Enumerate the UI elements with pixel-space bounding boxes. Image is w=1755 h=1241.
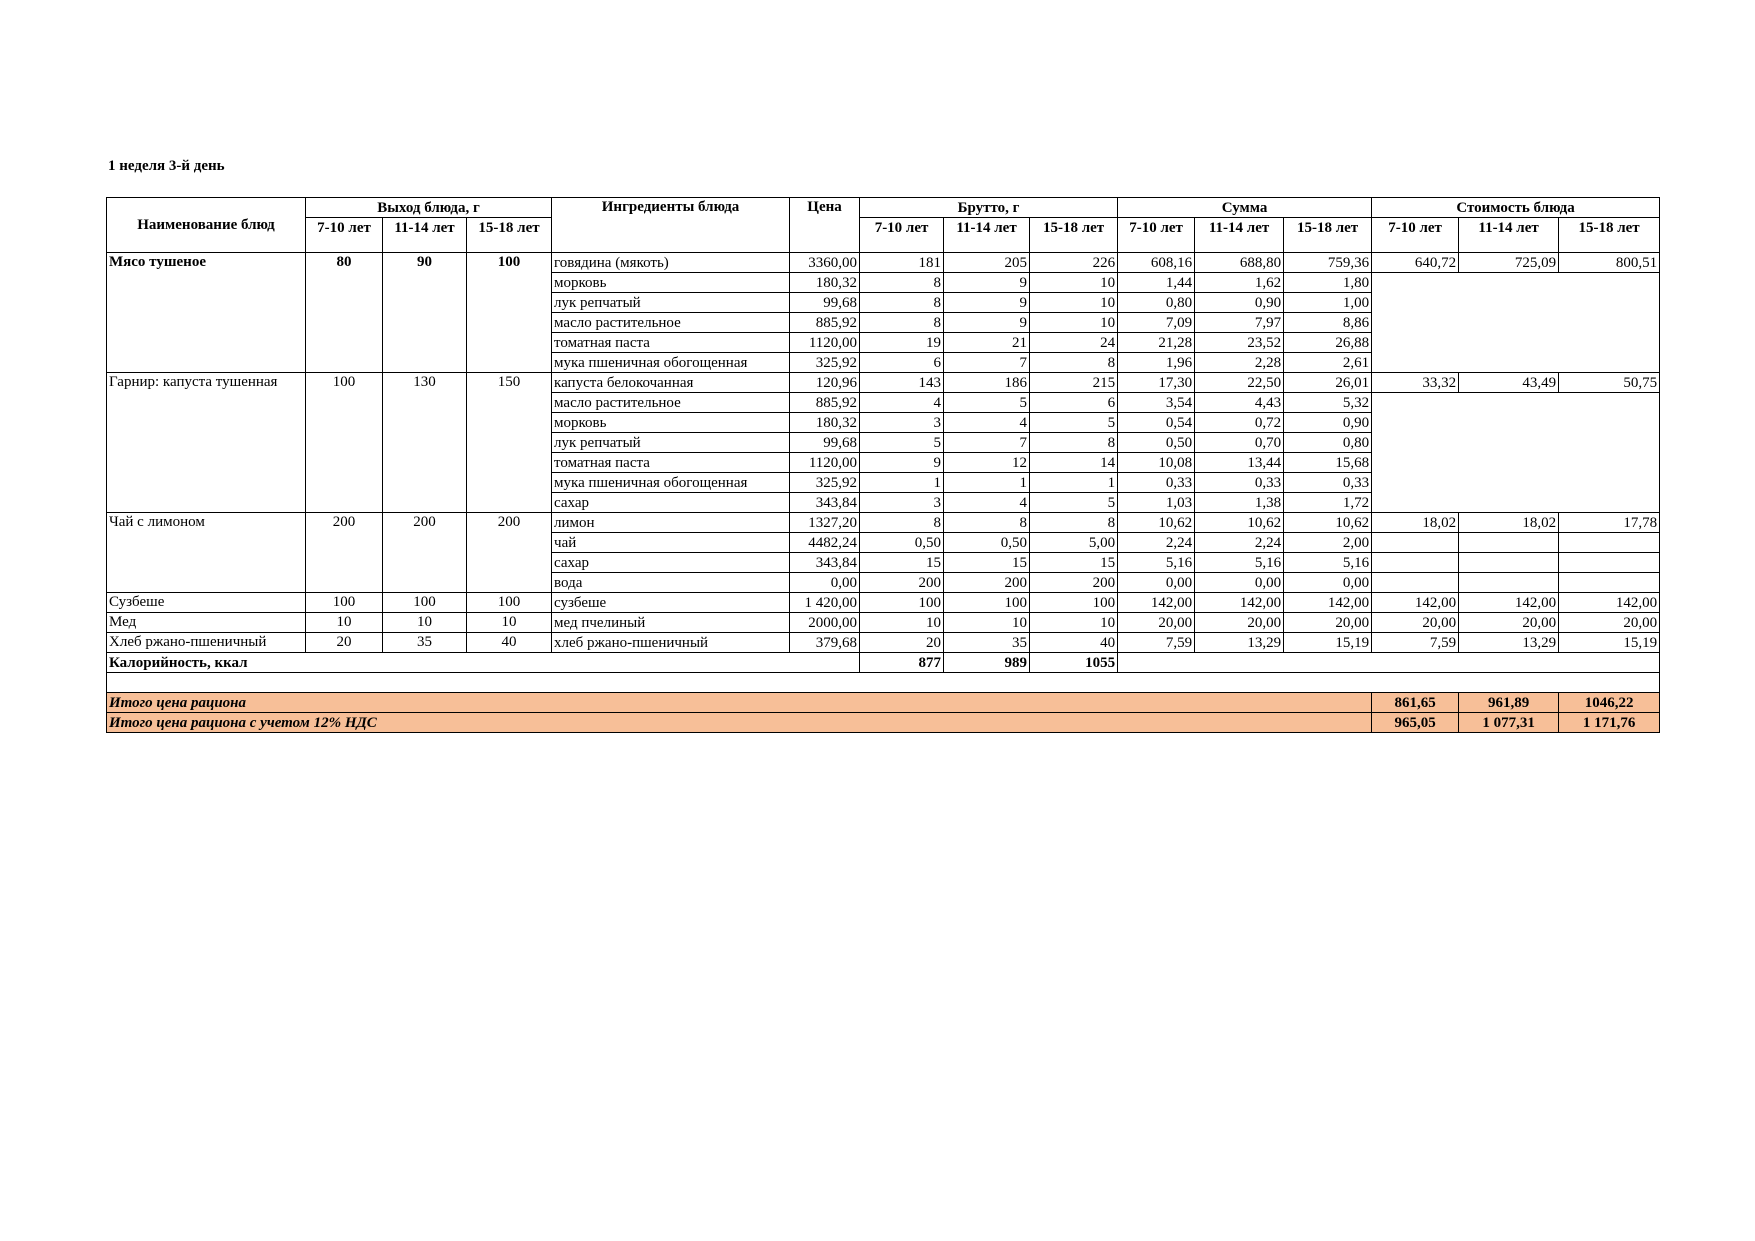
header-gross-age: 11-14 лет <box>944 218 1030 253</box>
header-dish-cost: Стоимость блюда <box>1372 198 1660 218</box>
dish-yield: 35 <box>383 633 467 653</box>
ingredient-gross: 5 <box>1030 413 1118 433</box>
ingredient-sum: 20,00 <box>1195 613 1284 633</box>
ingredient-name: сузбеше <box>552 593 790 613</box>
ingredient-sum: 2,24 <box>1195 533 1284 553</box>
ingredient-name: лимон <box>552 513 790 533</box>
ingredient-sum: 0,72 <box>1195 413 1284 433</box>
ingredient-sum: 21,28 <box>1118 333 1195 353</box>
ingredient-gross: 35 <box>944 633 1030 653</box>
dish-cost-empty <box>1372 533 1459 553</box>
dish-cost-empty <box>1559 553 1660 573</box>
ingredient-sum: 8,86 <box>1284 313 1372 333</box>
header-row-ages <box>107 218 1660 253</box>
calories-empty <box>1118 653 1660 673</box>
dish-cost-empty <box>1372 553 1459 573</box>
header-yield-age: 11-14 лет <box>383 218 467 253</box>
ingredient-sum: 1,38 <box>1195 493 1284 513</box>
dish-name: Сузбеше <box>107 593 306 613</box>
dish-yield: 100 <box>306 373 383 513</box>
ingredient-gross: 40 <box>1030 633 1118 653</box>
total-value: 961,89 <box>1459 693 1559 713</box>
dish-cost-empty <box>1372 573 1459 593</box>
ingredient-gross: 8 <box>1030 433 1118 453</box>
ingredient-price: 1120,00 <box>790 333 860 353</box>
ingredient-gross: 15 <box>860 553 944 573</box>
dish-cost-empty <box>1372 393 1660 513</box>
ingredient-gross: 1 <box>944 473 1030 493</box>
ingredient-sum: 608,16 <box>1118 253 1195 273</box>
header-cost-age: 7-10 лет <box>1372 218 1459 253</box>
header-sum-age: 7-10 лет <box>1118 218 1195 253</box>
ingredient-price: 885,92 <box>790 393 860 413</box>
ingredient-sum: 13,44 <box>1195 453 1284 473</box>
ingredient-sum: 2,00 <box>1284 533 1372 553</box>
ingredient-sum: 1,03 <box>1118 493 1195 513</box>
ingredient-gross: 5 <box>944 393 1030 413</box>
ingredient-gross: 0,50 <box>944 533 1030 553</box>
header-row-main <box>107 198 1660 218</box>
ingredient-name: хлеб ржано-пшеничный <box>552 633 790 653</box>
ingredient-gross: 1 <box>860 473 944 493</box>
ingredient-gross: 100 <box>944 593 1030 613</box>
ingredient-sum: 1,62 <box>1195 273 1284 293</box>
ingredient-sum: 1,00 <box>1284 293 1372 313</box>
header-gross-age: 7-10 лет <box>860 218 944 253</box>
ingredient-gross: 9 <box>944 313 1030 333</box>
calories-label: Калорийность, ккал <box>107 653 860 673</box>
ingredient-gross: 5 <box>1030 493 1118 513</box>
dish-yield: 80 <box>306 253 383 373</box>
ingredient-price: 180,32 <box>790 413 860 433</box>
ingredient-sum: 688,80 <box>1195 253 1284 273</box>
total-vat-value: 1 077,31 <box>1459 713 1559 733</box>
dish-cost: 20,00 <box>1372 613 1459 633</box>
dish-yield: 130 <box>383 373 467 513</box>
dish-yield: 100 <box>467 593 552 613</box>
ingredient-gross: 19 <box>860 333 944 353</box>
dish-cost: 20,00 <box>1559 613 1660 633</box>
ingredient-row <box>107 253 1660 273</box>
calories-value: 1055 <box>1030 653 1118 673</box>
total-vat-row <box>107 713 1660 733</box>
ingredient-gross: 9 <box>860 453 944 473</box>
ingredient-sum: 7,59 <box>1118 633 1195 653</box>
ingredient-gross: 8 <box>1030 513 1118 533</box>
ingredient-gross: 200 <box>1030 573 1118 593</box>
ingredient-sum: 2,24 <box>1118 533 1195 553</box>
ingredient-gross: 14 <box>1030 453 1118 473</box>
dish-cost: 18,02 <box>1459 513 1559 533</box>
ingredient-sum: 4,43 <box>1195 393 1284 413</box>
dish-yield: 150 <box>467 373 552 513</box>
ingredient-sum: 0,00 <box>1118 573 1195 593</box>
dish-cost: 17,78 <box>1559 513 1660 533</box>
total-value: 861,65 <box>1372 693 1459 713</box>
ingredient-sum: 22,50 <box>1195 373 1284 393</box>
ingredient-gross: 215 <box>1030 373 1118 393</box>
ingredient-gross: 8 <box>860 293 944 313</box>
ingredient-gross: 6 <box>1030 393 1118 413</box>
dish-yield: 100 <box>467 253 552 373</box>
dish-cost: 15,19 <box>1559 633 1660 653</box>
ingredient-row <box>107 593 1660 613</box>
ingredient-name: говядина (мякоть) <box>552 253 790 273</box>
total-value: 1046,22 <box>1559 693 1660 713</box>
ingredient-gross: 8 <box>1030 353 1118 373</box>
dish-yield: 10 <box>306 613 383 633</box>
ingredient-name: сахар <box>552 553 790 573</box>
ingredient-name: лук репчатый <box>552 293 790 313</box>
ingredient-gross: 8 <box>860 513 944 533</box>
ingredient-gross: 4 <box>944 493 1030 513</box>
ingredient-sum: 13,29 <box>1195 633 1284 653</box>
header-ingredients: Ингредиенты блюда <box>552 198 790 253</box>
dish-cost: 142,00 <box>1459 593 1559 613</box>
dish-yield: 200 <box>383 513 467 593</box>
ingredient-name: томатная паста <box>552 333 790 353</box>
ingredient-price: 4482,24 <box>790 533 860 553</box>
page-title: 1 неделя 3-й день <box>108 158 225 174</box>
ingredient-sum: 23,52 <box>1195 333 1284 353</box>
ingredient-sum: 1,44 <box>1118 273 1195 293</box>
ingredient-sum: 5,16 <box>1118 553 1195 573</box>
ingredient-gross: 12 <box>944 453 1030 473</box>
ingredient-name: томатная паста <box>552 453 790 473</box>
ingredient-gross: 10 <box>944 613 1030 633</box>
ingredient-sum: 0,50 <box>1118 433 1195 453</box>
ingredient-gross: 205 <box>944 253 1030 273</box>
dish-cost: 7,59 <box>1372 633 1459 653</box>
ingredient-name: мед пчелиный <box>552 613 790 633</box>
ingredient-sum: 1,80 <box>1284 273 1372 293</box>
ingredient-sum: 26,01 <box>1284 373 1372 393</box>
ingredient-sum: 0,00 <box>1195 573 1284 593</box>
ingredient-gross: 100 <box>860 593 944 613</box>
ingredient-sum: 2,28 <box>1195 353 1284 373</box>
menu-body <box>107 253 1660 653</box>
dish-cost: 33,32 <box>1372 373 1459 393</box>
header-price: Цена <box>790 198 860 253</box>
ingredient-gross: 3 <box>860 413 944 433</box>
ingredient-price: 2000,00 <box>790 613 860 633</box>
ingredient-sum: 0,33 <box>1284 473 1372 493</box>
calories-value: 877 <box>860 653 944 673</box>
dish-cost: 43,49 <box>1459 373 1559 393</box>
dish-cost: 725,09 <box>1459 253 1559 273</box>
ingredient-name: морковь <box>552 413 790 433</box>
ingredient-name: лук репчатый <box>552 433 790 453</box>
dish-name: Мед <box>107 613 306 633</box>
ingredient-name: сахар <box>552 493 790 513</box>
ingredient-gross: 226 <box>1030 253 1118 273</box>
ingredient-sum: 17,30 <box>1118 373 1195 393</box>
dish-cost-empty <box>1459 553 1559 573</box>
ingredient-sum: 20,00 <box>1284 613 1372 633</box>
ingredient-gross: 10 <box>1030 273 1118 293</box>
ingredient-name: мука пшеничная обогощенная <box>552 353 790 373</box>
dish-cost: 640,72 <box>1372 253 1459 273</box>
ingredient-sum: 142,00 <box>1284 593 1372 613</box>
ingredient-gross: 15 <box>944 553 1030 573</box>
ingredient-gross: 4 <box>860 393 944 413</box>
dish-cost: 20,00 <box>1459 613 1559 633</box>
dish-cost-empty <box>1372 273 1660 373</box>
ingredient-price: 885,92 <box>790 313 860 333</box>
ingredient-gross: 7 <box>944 433 1030 453</box>
ingredient-sum: 142,00 <box>1195 593 1284 613</box>
ingredient-sum: 20,00 <box>1118 613 1195 633</box>
spacer-row <box>107 673 1660 693</box>
ingredient-price: 325,92 <box>790 473 860 493</box>
ingredient-sum: 0,80 <box>1284 433 1372 453</box>
ingredient-name: чай <box>552 533 790 553</box>
ingredient-sum: 759,36 <box>1284 253 1372 273</box>
ingredient-gross: 5 <box>860 433 944 453</box>
ingredient-gross: 6 <box>860 353 944 373</box>
ingredient-gross: 8 <box>860 313 944 333</box>
ingredient-sum: 0,70 <box>1195 433 1284 453</box>
header-yield-age: 7-10 лет <box>306 218 383 253</box>
header-sum-age: 11-14 лет <box>1195 218 1284 253</box>
total-label: Итого цена рациона <box>107 693 1372 713</box>
ingredient-sum: 0,90 <box>1195 293 1284 313</box>
ingredient-price: 99,68 <box>790 293 860 313</box>
ingredient-gross: 200 <box>944 573 1030 593</box>
header-sum-age: 15-18 лет <box>1284 218 1372 253</box>
header-yield-age: 15-18 лет <box>467 218 552 253</box>
dish-cost: 142,00 <box>1559 593 1660 613</box>
ingredient-sum: 0,33 <box>1118 473 1195 493</box>
ingredient-gross: 1 <box>1030 473 1118 493</box>
dish-cost-empty <box>1559 573 1660 593</box>
ingredient-sum: 7,09 <box>1118 313 1195 333</box>
ingredient-row <box>107 373 1660 393</box>
dish-cost: 142,00 <box>1372 593 1459 613</box>
ingredient-sum: 15,19 <box>1284 633 1372 653</box>
ingredient-gross: 9 <box>944 273 1030 293</box>
dish-name: Хлеб ржано-пшеничный <box>107 633 306 653</box>
calories-row <box>107 653 1660 673</box>
ingredient-price: 99,68 <box>790 433 860 453</box>
ingredient-gross: 5,00 <box>1030 533 1118 553</box>
ingredient-price: 1 420,00 <box>790 593 860 613</box>
ingredient-sum: 0,90 <box>1284 413 1372 433</box>
dish-yield: 20 <box>306 633 383 653</box>
ingredient-sum: 0,80 <box>1118 293 1195 313</box>
ingredient-price: 343,84 <box>790 493 860 513</box>
ingredient-sum: 0,00 <box>1284 573 1372 593</box>
total-vat-value: 965,05 <box>1372 713 1459 733</box>
spacer-cell <box>107 673 1660 693</box>
dish-yield: 10 <box>383 613 467 633</box>
header-sum: Сумма <box>1118 198 1372 218</box>
ingredient-gross: 3 <box>860 493 944 513</box>
ingredient-sum: 0,33 <box>1195 473 1284 493</box>
total-vat-value: 1 171,76 <box>1559 713 1660 733</box>
ingredient-sum: 142,00 <box>1118 593 1195 613</box>
ingredient-sum: 10,08 <box>1118 453 1195 473</box>
ingredient-price: 379,68 <box>790 633 860 653</box>
ingredient-sum: 0,54 <box>1118 413 1195 433</box>
ingredient-gross: 186 <box>944 373 1030 393</box>
ingredient-gross: 4 <box>944 413 1030 433</box>
ingredient-sum: 2,61 <box>1284 353 1372 373</box>
header-cost-age: 15-18 лет <box>1559 218 1660 253</box>
dish-yield: 40 <box>467 633 552 653</box>
ingredient-gross: 143 <box>860 373 944 393</box>
ingredient-gross: 10 <box>860 613 944 633</box>
ingredient-name: масло растительное <box>552 313 790 333</box>
dish-name: Мясо тушеное <box>107 253 306 373</box>
ingredient-gross: 15 <box>1030 553 1118 573</box>
ingredient-sum: 5,32 <box>1284 393 1372 413</box>
ingredient-gross: 20 <box>860 633 944 653</box>
ingredient-sum: 26,88 <box>1284 333 1372 353</box>
ingredient-price: 0,00 <box>790 573 860 593</box>
ingredient-gross: 9 <box>944 293 1030 313</box>
dish-yield: 90 <box>383 253 467 373</box>
ingredient-sum: 10,62 <box>1284 513 1372 533</box>
dish-cost: 13,29 <box>1459 633 1559 653</box>
total-row <box>107 693 1660 713</box>
dish-cost: 800,51 <box>1559 253 1660 273</box>
ingredient-gross: 10 <box>1030 293 1118 313</box>
header-yield: Выход блюда, г <box>306 198 552 218</box>
ingredient-row <box>107 613 1660 633</box>
header-gross-age: 15-18 лет <box>1030 218 1118 253</box>
ingredient-price: 180,32 <box>790 273 860 293</box>
dish-cost-empty <box>1559 533 1660 553</box>
ingredient-sum: 5,16 <box>1284 553 1372 573</box>
ingredient-sum: 1,96 <box>1118 353 1195 373</box>
ingredient-price: 343,84 <box>790 553 860 573</box>
dish-yield: 100 <box>306 593 383 613</box>
dish-cost: 50,75 <box>1559 373 1660 393</box>
ingredient-gross: 100 <box>1030 593 1118 613</box>
dish-yield: 200 <box>467 513 552 593</box>
ingredient-gross: 0,50 <box>860 533 944 553</box>
ingredient-name: масло растительное <box>552 393 790 413</box>
ingredient-sum: 7,97 <box>1195 313 1284 333</box>
ingredient-name: морковь <box>552 273 790 293</box>
dish-cost-empty <box>1459 573 1559 593</box>
dish-yield: 200 <box>306 513 383 593</box>
ingredient-name: мука пшеничная обогощенная <box>552 473 790 493</box>
header-cost-age: 11-14 лет <box>1459 218 1559 253</box>
ingredient-row <box>107 513 1660 533</box>
ingredient-price: 1327,20 <box>790 513 860 533</box>
ingredient-price: 1120,00 <box>790 453 860 473</box>
ingredient-gross: 7 <box>944 353 1030 373</box>
header-dish-name: Наименование блюд <box>107 198 306 253</box>
ingredient-gross: 8 <box>944 513 1030 533</box>
ingredient-sum: 15,68 <box>1284 453 1372 473</box>
ingredient-sum: 1,72 <box>1284 493 1372 513</box>
ingredient-gross: 24 <box>1030 333 1118 353</box>
dish-yield: 10 <box>467 613 552 633</box>
menu-cost-table <box>106 197 1660 733</box>
ingredient-gross: 200 <box>860 573 944 593</box>
ingredient-gross: 21 <box>944 333 1030 353</box>
ingredient-name: капуста белокочанная <box>552 373 790 393</box>
header-gross: Брутто, г <box>860 198 1118 218</box>
dish-cost: 18,02 <box>1372 513 1459 533</box>
ingredient-gross: 8 <box>860 273 944 293</box>
total-vat-label: Итого цена рациона с учетом 12% НДС <box>107 713 1372 733</box>
dish-name: Гарнир: капуста тушенная <box>107 373 306 513</box>
dish-name: Чай с лимоном <box>107 513 306 593</box>
dish-yield: 100 <box>383 593 467 613</box>
ingredient-gross: 10 <box>1030 613 1118 633</box>
ingredient-price: 3360,00 <box>790 253 860 273</box>
calories-value: 989 <box>944 653 1030 673</box>
ingredient-name: вода <box>552 573 790 593</box>
ingredient-gross: 10 <box>1030 313 1118 333</box>
dish-cost-empty <box>1459 533 1559 553</box>
ingredient-gross: 181 <box>860 253 944 273</box>
ingredient-sum: 10,62 <box>1195 513 1284 533</box>
ingredient-sum: 10,62 <box>1118 513 1195 533</box>
ingredient-sum: 5,16 <box>1195 553 1284 573</box>
ingredient-price: 120,96 <box>790 373 860 393</box>
ingredient-sum: 3,54 <box>1118 393 1195 413</box>
ingredient-price: 325,92 <box>790 353 860 373</box>
ingredient-row <box>107 633 1660 653</box>
menu-footer <box>107 653 1660 733</box>
